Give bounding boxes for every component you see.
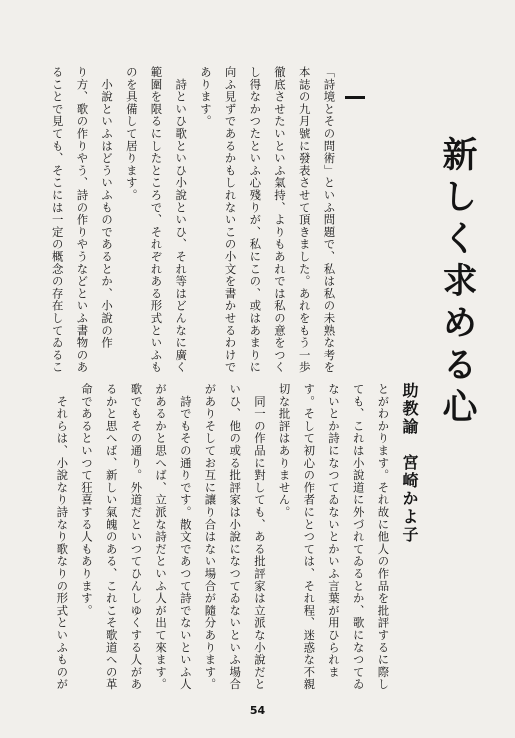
author-byline: 助教諭 宮崎かよ子 [400,382,419,544]
body-line: のを具備して居ります。 [124,66,139,202]
body-line: 向ふ見ずであるかもしれないこの小文を書かせるわけで [223,66,238,374]
body-line: す。そして初心の作者にとつては、それ程、迷惑な不親 [302,383,317,691]
body-line: ないとか詩になつてゐないとかいふ言葉が用ひられま [327,383,341,679]
body-line: 範圍を限るにしたところで、それぞれある形式といふも [149,66,164,374]
body-line: ても、これは小說道に外づれてゐるとか、歌になつてゐ [351,383,366,691]
body-line: いひ、他の或る批評家は小說になつてゐないといふ場合 [228,383,243,691]
body-line: あります。 [198,66,213,128]
body-line: 「詩境とその問術」といふ問題で、私は私の未熟な考を [322,66,337,374]
body-line: がありそしてお互に讓り合はない場合が隨分あります。 [203,383,218,691]
body-line: それらは、小說なり詩なり歌なりの形式といふものが [55,383,70,691]
body-line: し得なかつたといふ心殘りが、私にこの、或はあまりに [248,66,263,374]
body-line: ることで見ても、そこには一定の概念の存在してゐるこ [50,66,65,374]
body-line: 同一の作品に對しても、ある批評家は立派な小說だと [252,383,267,691]
body-line: 徹底させたいといふ氣持、よりもあれでは私の意をつく [273,66,287,374]
body-line: 切な批評はありません。 [277,383,292,519]
body-line: るかと思へば、新しい氣魄のある、これこそ歌道への革 [104,383,119,691]
body-line: 小說といふはどういふものであるとか、小說の作 [100,66,115,349]
section-marker [345,96,365,99]
body-line: 命であるといつて狂喜する人もあります。 [80,383,94,617]
body-line: 歌でもその通り。外道だといつてひんしゆくする人があ [129,383,144,691]
body-line: とがわかります。それ故に他人の作品を批評するに際し [376,383,391,691]
page-number: 54 [249,704,266,717]
body-line: 詩といひ歌といひ小說といひ、それ等はどんなに廣く [174,66,189,374]
body-line: 本誌の九月號に發表させて頂きました。あれをもう一歩 [297,66,312,374]
body-line: 詩でもその通りです。散文であつて詩でないといふ人 [178,383,193,691]
article-title: 新しく求める心 [437,136,478,430]
body-line: り方、歌の作りやう、詩の作りやうなどといふ書物のあ [75,66,90,374]
body-line: があるかと思へば、立派な詩だといふ人が出て來ます。 [154,383,169,691]
